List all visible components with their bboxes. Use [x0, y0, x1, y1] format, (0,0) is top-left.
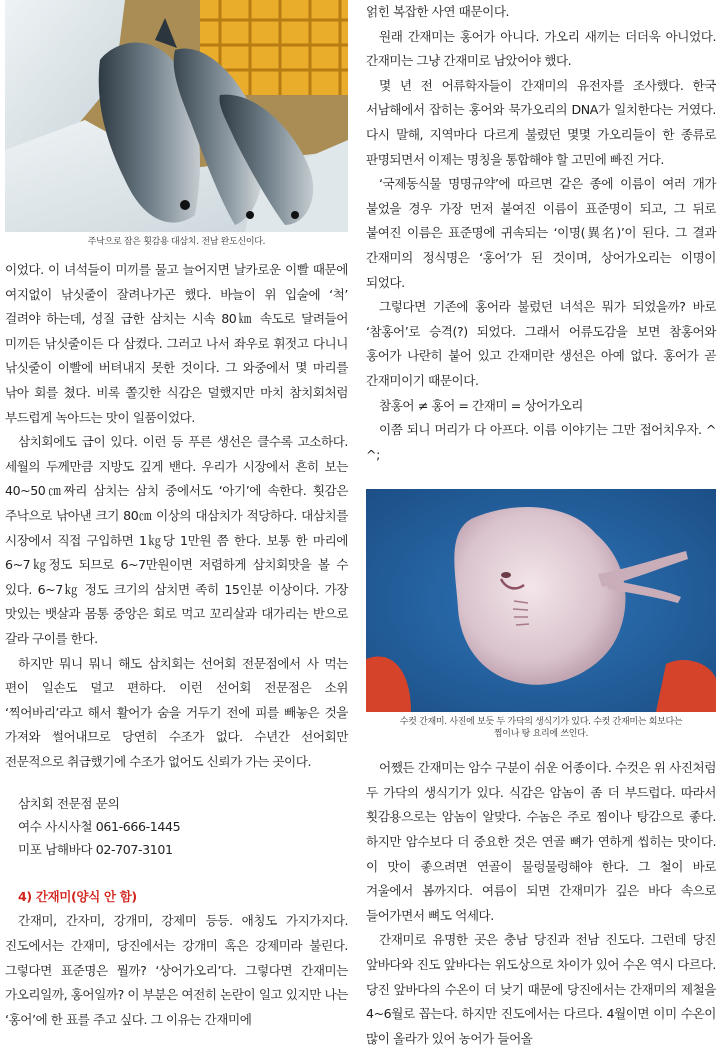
paragraph: 하지만 뭐니 뭐니 해도 삼치회는 선어회 전문점에서 사 먹는 편이 일손도 덜고 편하다. 이런 선어회 전문점은 소위 ‘찍어바리’라고 해서 활어가 숨을 거두기 전에 피를 빼놓은 것을 가져와 썰어내므로 당연히 수조가 없다. 수년간 선어회만 전문적으로 취급했기에 수조가 없어도 신뢰가 가는 곳이다. [5, 655, 348, 769]
paragraph: 이쯤 되니 머리가 다 아프다. 이름 이야기는 그만 접어치우자. ^ ^; [366, 422, 716, 462]
contact-line: 여수 사시사철 061-666-1445 [18, 819, 181, 835]
section-heading: 4) 간재미(양식 안 함) [18, 889, 137, 905]
mackerel-photo [5, 0, 348, 232]
skate-photo [366, 489, 716, 712]
caption-line: 수컷 간재미. 사진에 보듯 두 가닥의 생식기가 있다. 수컷 간재미는 회보다는 [399, 717, 683, 728]
paragraph: 원래 간재미는 홍어가 아니다. 가오리 새끼는 더더욱 아니었다. 간재미는 그냥 간재미로 남았어야 했다. [366, 28, 716, 69]
paragraph: 얽힌 복잡한 사연 때문이다. [366, 4, 510, 19]
paragraph: 몇 년 전 어류학자들이 간재미의 유전자를 조사했다. 한국 서남해에서 잡히는 홍어와 묵가오리의 DNA가 일치한다는 거였다. 다시 말해, 지역마다 다르게 불렸던 몇몇 가오리들이 한 종류로 판명되면서 이제는 명칭을 통합해야 할 고민에 빠진 거다. [366, 77, 716, 167]
paragraph: 어쨌든 간재미는 암수 구분이 쉬운 어종이다. 수컷은 위 사진처럼 두 가닥의 생식기가 있다. 식감은 암놈이 좀 더 부드럽다. 따라서 횟감용으로는 암놈이 알맞다. 수놈은 주로 찜이나 탕감으로 좋다. 하지만 암수보다 더 중요한 것은 연골 뼈가 연하게 씹히는 맛이다. 이 맛이 좋으려면 연골이 물렁물렁해야 한다. 그 철이 바로 겨울에서 봄까지다. 여름이 되면 간재미가 깊은 바다 속으로 들어가면서 뼈도 억세다. [366, 760, 716, 923]
left-article-body [5, 258, 348, 774]
mackerel-illustration [5, 0, 348, 232]
right-article-top [366, 0, 716, 467]
paragraph: 간재미로 유명한 곳은 충남 당진과 전남 진도다. 그런데 당진 앞바다와 진도 앞바다는 위도상으로 차이가 있어 수온 역시 다르다. 당진 앞바다의 수온이 더 낮기 때문에 당진에서는 간재미의 제철을 4~6월로 꼽는다. 하지만 진도에서는 다르다. 4월이면 이미 수온이 많이 올라가 있어 농어가 들어올 [366, 932, 716, 1046]
photo-caption [366, 712, 716, 744]
left-column [5, 0, 360, 1032]
contact-title: 삼치회 전문점 문의 [18, 796, 120, 812]
paragraph: 이었다. 이 녀석들이 미끼를 물고 늘어지면 날카로운 이빨 때문에 여지없이 낚싯줄이 잘려나가곤 했다. 바늘이 위 입술에 ‘척’ 걸려야 하는데, 성질 급한 삼치는 시속 80㎞ 속도로 달려들어 미끼든 낚싯줄이든 다 삼켰다. 그러고 나서 좌우로 휘젓고 다니니 낚싯줄이 이빨에 버텨내지 못한 것이다. 그 와중에서 몇 마리를 낚아 회를 쳤다. 비록 쫄깃한 식감은 덜했지만 마치 참치회처럼 부드럽게 녹아드는 맛이 일품이었다. [5, 262, 348, 425]
contact-info [5, 792, 360, 861]
right-article-bottom [366, 756, 716, 1051]
contact-line: 미포 남해바다 02-707-3101 [18, 842, 173, 858]
paragraph: 참홍어 ≠ 홍어 = 간재미 = 상어가오리 [379, 397, 583, 413]
paragraph: ‘국제동식물 명명규약’에 따르면 같은 종에 이름이 여러 개가 붙었을 경우 가장 먼저 붙여진 이름이 표준명이 되고, 그 뒤로 붙여진 이름은 표준명에 귀속되는 ‘이명(異名)’이 된다. 그 결과 간재미의 정식명은 ‘홍어’가 된 것이며, 상어가오리는 이명이 되었다. [366, 176, 716, 290]
caption-line: 찜이나 탕 요리에 쓰인다. [493, 729, 589, 740]
skate-illustration [366, 489, 716, 712]
photo-caption: 주낙으로 잡은 횟감용 대삼치. 전남 완도신이다. [87, 237, 266, 247]
right-column [366, 0, 716, 1051]
paragraph: 간재미, 간자미, 강개미, 강제미 등등. 애칭도 가지가지다. 진도에서는 간재미, 당진에서는 강개미 혹은 강제미라 불린다. 그렇다면 표준명은 뭘까? ‘상어가오리’다. 그렇다면 간재미는 가오리일까, 홍어일까? 이 부분은 여전히 논란이 일고 있지만 나는 ‘홍어’에 한 표를 주고 싶다. 그 이유는 간재미에 [5, 913, 348, 1027]
paragraph: 삼치회에도 급이 있다. 이런 등 푸른 생선은 클수록 고소하다. 세월의 두께만큼 지방도 깊게 밴다. 우리가 시장에서 흔히 보는 40~50㎝짜리 삼치는 삼치 중에서도 ‘아기’에 속한다. 횟감은 주낙으로 낚아낸 크기 80㎝ 이상의 대삼치가 적당하다. 대삼치를 시장에서 직접 구입하면 1㎏당 1만원 쯤 한다. 보통 한 마리에 6~7㎏정도 되므로 6~7만원이면 저렴하게 삼치회맛을 볼 수 있다. 6~7㎏ 정도 크기의 삼치면 족히 15인분 이상이다. 가장 맛있는 뱃살과 몸통 중앙은 회로 먹고 꼬리살과 대가리는 반으로 갈라 구이를 한다. [5, 434, 348, 646]
paragraph: 그렇다면 기존에 홍어라 불렀던 녀석은 뭐가 되었을까? 바로 ‘참홍어’로 승격(?) 되었다. 그래서 어류도감을 보면 참홍어와 홍어가 나란히 붙어 있고 간재미란 생선은 아예 없다. 홍어가 곧 간재미이기 때문이다. [366, 299, 716, 388]
